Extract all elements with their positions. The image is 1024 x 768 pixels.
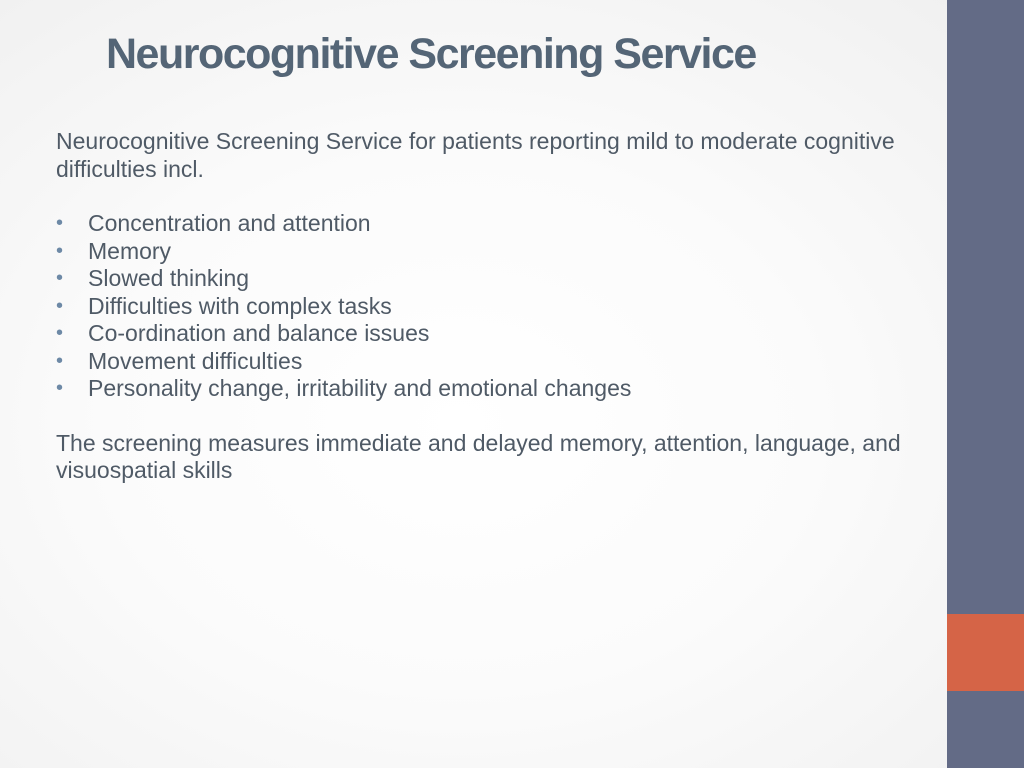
list-item-text: Slowed thinking	[88, 265, 250, 291]
list-item-text: Concentration and attention	[88, 210, 371, 236]
bullet-icon: •	[56, 322, 64, 344]
list-item	[56, 265, 916, 293]
bullet-icon: •	[56, 267, 64, 289]
bullet-icon: •	[56, 377, 64, 399]
bullet-icon: •	[56, 294, 64, 317]
slide-title: Neurocognitive Screening Service	[106, 30, 756, 78]
symptom-list	[56, 210, 916, 403]
list-item	[56, 293, 916, 321]
list-item	[56, 238, 916, 266]
list-item	[56, 375, 916, 403]
list-item-text: Movement difficulties	[88, 347, 303, 374]
list-item	[56, 348, 916, 376]
slide-body	[56, 128, 916, 485]
list-item	[56, 320, 916, 348]
list-item-text: Personality change, irritability and emotional changes	[88, 375, 632, 401]
closing-paragraph: The screening measures immediate and delayed memory, attention, language, and visuospatial skills	[56, 429, 901, 483]
list-item-text: Difficulties with complex tasks	[88, 292, 392, 319]
list-item	[56, 210, 916, 238]
list-item-text: Memory	[88, 237, 172, 264]
bullet-icon: •	[56, 212, 64, 234]
bullet-icon: •	[56, 239, 64, 262]
intro-paragraph: Neurocognitive Screening Service for patients reporting mild to moderate cognitive difficulties incl.	[56, 128, 895, 182]
list-item-text: Co-ordination and balance issues	[88, 320, 430, 346]
decorative-accent-block	[947, 614, 1024, 691]
bullet-icon: •	[56, 349, 64, 372]
